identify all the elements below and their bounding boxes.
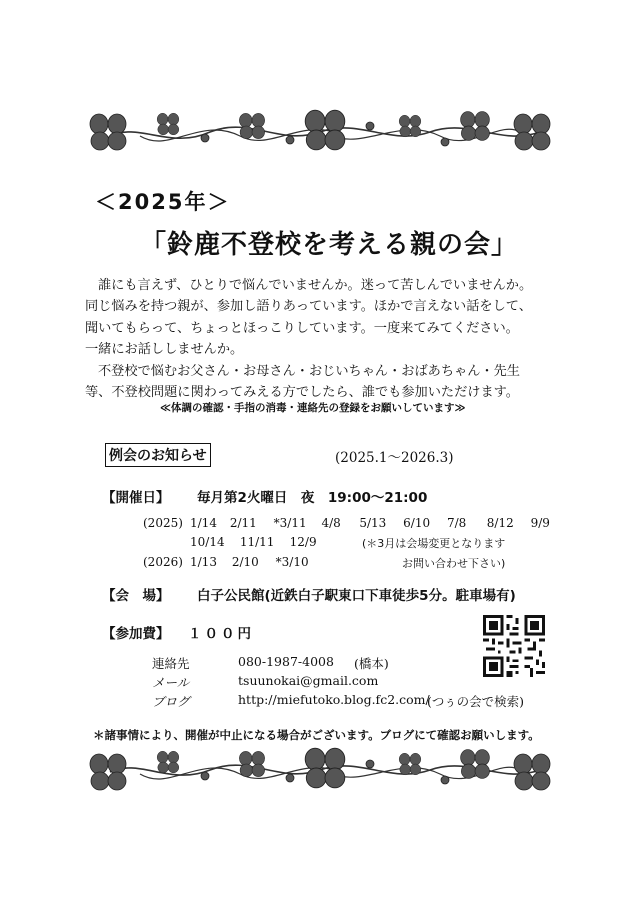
- date-item: 2/11: [229, 516, 257, 530]
- intro-line: 誰にも言えず、ひとりで悩んでいませんか。迷って苦しんでいませんか。: [98, 278, 533, 293]
- floral-border-bottom: [0, 742, 634, 802]
- date-item: 1/14: [190, 516, 217, 530]
- venue-label: 【会 場】: [102, 588, 170, 604]
- qr-code-icon: [483, 615, 545, 677]
- hygiene-note: ≪体調の確認・手指の消毒・連絡先の登録をお願いしています≫: [160, 402, 466, 414]
- dates-2025-row1: [190, 516, 550, 530]
- flower-icon: [239, 113, 264, 138]
- date-item: *3/11: [273, 516, 307, 530]
- date-item: 12/9: [289, 535, 317, 549]
- date-item: 10/14: [190, 535, 225, 549]
- date-item: 9/9: [530, 516, 550, 530]
- page-title: 「鈴鹿不登校を考える親の会」: [140, 230, 519, 260]
- blog-label: ブログ: [152, 694, 190, 709]
- flower-icon: [157, 751, 179, 773]
- notice-period: (2025.1～2026.3): [335, 450, 454, 466]
- phone-label: 連絡先: [152, 656, 190, 671]
- fee-label: 【参加費】: [102, 626, 170, 642]
- note-2026: お問い合わせ下さい): [402, 557, 506, 570]
- schedule-value: 毎月第2火曜日 夜 19:00～21:00: [197, 490, 428, 506]
- date-item: 6/10: [403, 516, 431, 530]
- year-heading: ＜2025年＞: [95, 190, 231, 214]
- date-item: 5/13: [359, 516, 387, 530]
- intro-line: 聞いてもらって、ちょっとほっこりしています。一度来てみてください。: [85, 320, 519, 336]
- flower-icon: [399, 753, 421, 775]
- flower-icon: [514, 114, 550, 150]
- date-item: 2/10: [231, 555, 259, 569]
- flower-icon: [399, 115, 421, 137]
- date-item: 8/12: [486, 516, 514, 530]
- date-item: 7/8: [446, 516, 467, 530]
- intro-line: 同じ悩みを持つ親が、参加し語りあっています。ほかで言えない話をして、: [85, 299, 532, 315]
- intro-line: 不登校で悩むお父さん・お母さん・おじいちゃん・おばあちゃん・先生: [98, 363, 520, 379]
- dates-2025-row2: [190, 535, 330, 549]
- year-2026-label: (2026): [143, 555, 183, 569]
- intro-text: [85, 275, 532, 403]
- date-item: 11/11: [239, 535, 275, 549]
- blog-link[interactable]: http://miefutoko.blog.fc2.com/: [238, 692, 430, 707]
- fee-value: １００円: [188, 626, 254, 642]
- date-item: 4/8: [321, 516, 341, 530]
- date-item: 1/13: [190, 555, 217, 569]
- intro-line: 一緒にお話ししませんか。: [85, 342, 244, 358]
- mail-link[interactable]: tsuunokai@gmail.com: [238, 673, 379, 688]
- notice-heading: 例会のお知らせ: [105, 443, 211, 467]
- date-item: *3/10: [275, 555, 309, 569]
- mail-label: メール: [152, 675, 190, 690]
- flower-icon: [90, 114, 126, 150]
- flower-icon: [157, 113, 179, 135]
- venue-value: 白子公民館(近鉄白子駅東口下車徒歩5分。駐車場有): [197, 588, 516, 604]
- blog-note: (つぅの会で検索): [427, 694, 525, 709]
- intro-line: 等、不登校問題に関わってみえる方でしたら、誰でも参加いただけます。: [85, 385, 519, 401]
- flower-icon: [239, 751, 264, 776]
- flower-icon: [461, 750, 490, 779]
- dates-2026: [190, 555, 326, 569]
- floral-border-top: [0, 102, 634, 162]
- schedule-label: 【開催日】: [102, 490, 170, 506]
- year-2025-label: (2025): [143, 516, 183, 530]
- phone-number: 080-1987-4008: [238, 654, 334, 669]
- footer-note: ＊諸事情により、開催が中止になる場合がございます。ブログにて確認お願いします。: [93, 728, 540, 742]
- flower-icon: [461, 112, 490, 141]
- phone-name: (橋本): [354, 656, 389, 671]
- flower-icon: [90, 754, 126, 790]
- note-2025: (＊3月は会場変更となります: [362, 537, 506, 550]
